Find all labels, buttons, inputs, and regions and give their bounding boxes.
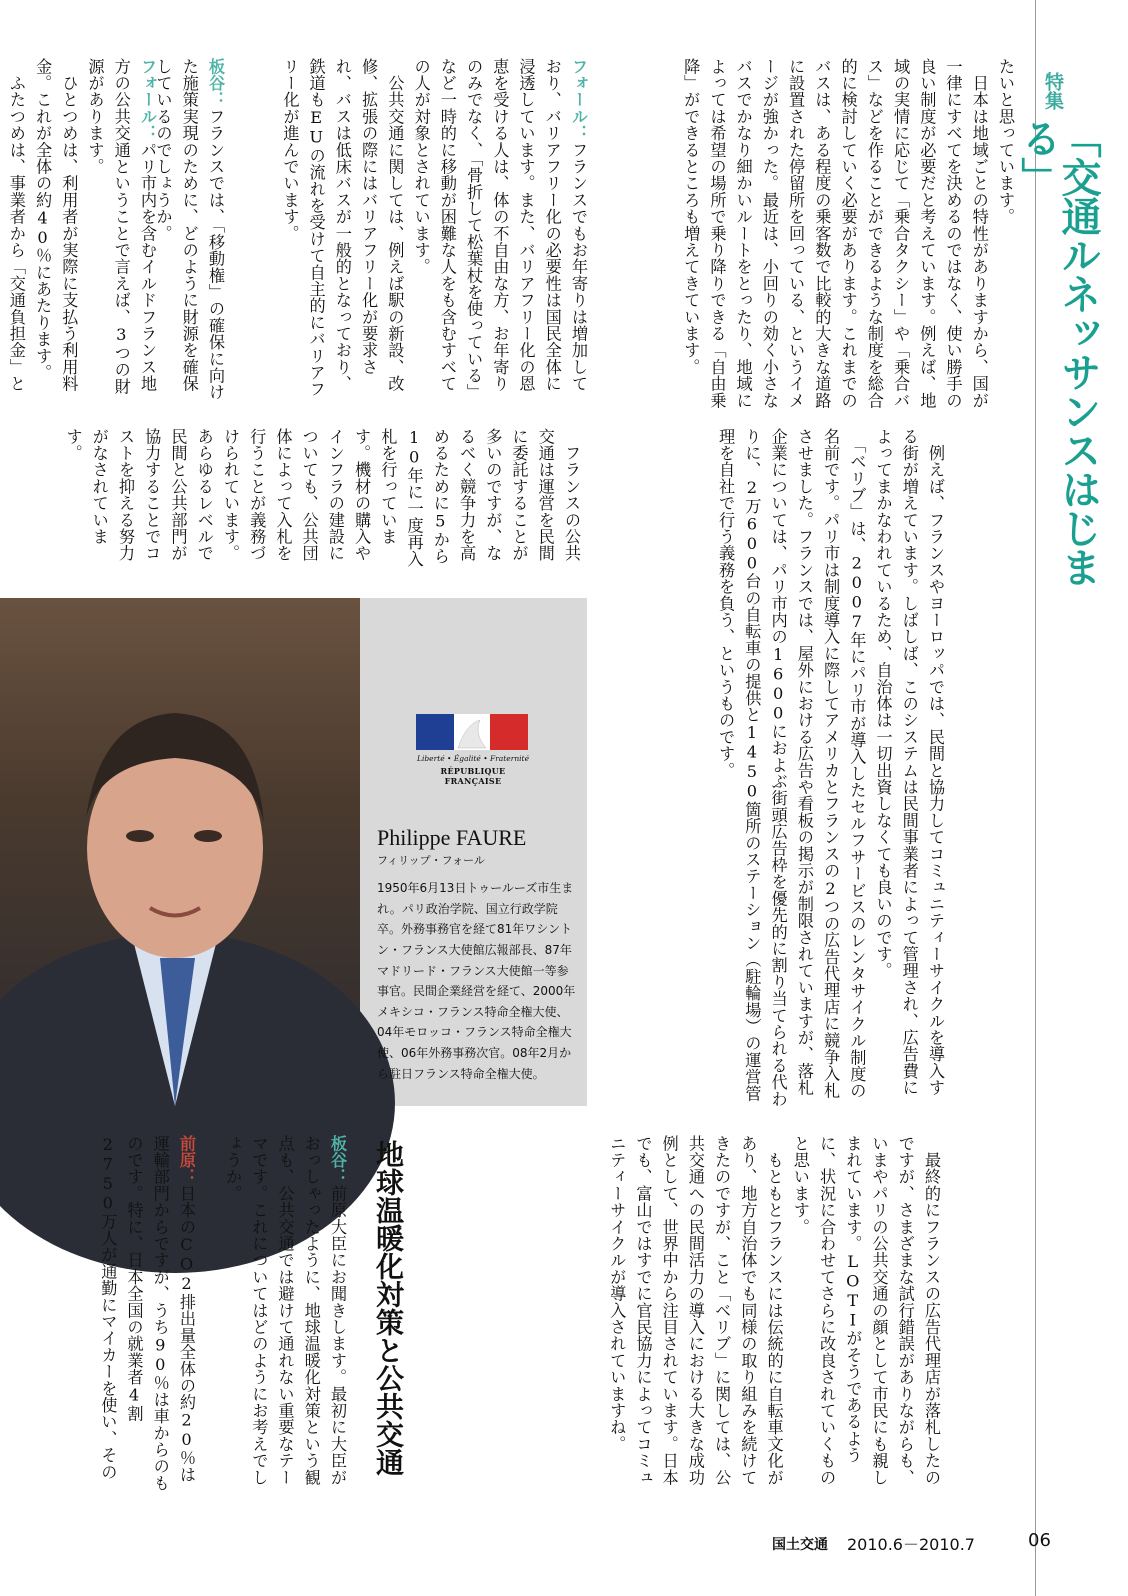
column-top-3: [153, 58, 228, 408]
page-edge-rule: [1035, 0, 1036, 1596]
speaker-itaya: 板谷：: [206, 58, 225, 109]
column-mid-1: フランスの公共交通は運営を民間に委託することが多いのですが、なるべく競争力を高めるために5から10年に一度再入札を行っています。機材の購入やインフラの建設についても、公共団体によって入札を行うことが義務づけられています。あらゆるレベルで民間と公共部門が協力することでコストを抑える努力がなされています。: [63, 428, 581, 568]
profile-bio: 1950年6月13日トゥールーズ市生まれ。パリ政治学院、国立行政学院卒。外務事務官を経て81年ワシントン・フランス大使館広報部長、87年マドリード・フランス大使館一等参事官。民間企業経営を経て、2000年メキシコ・フランス特命全権大使、04年モロッコ・フランス特命全権大使、06年外務事務次官。08年2月から駐日フランス特命全権大使。: [377, 881, 576, 1081]
portrait-photo: [0, 598, 360, 1106]
feature-title: 「交通ルネッサンスはじまる」: [1015, 118, 1101, 586]
republic-label: RÉPUBLIQUE FRANÇAISE: [440, 766, 506, 786]
feature-tab-label: 特集: [1042, 72, 1064, 110]
portrait-illustration: [0, 598, 360, 1106]
speaker-faure: フォール：: [138, 58, 157, 142]
speaker-maehara: 前原：: [177, 1135, 196, 1186]
column-bottom-4: [84, 1135, 199, 1495]
column-bottom-1: 最終的にフランスの広告代理店が落札したのですが、さまざまな試行錯誤がありながらも、いまやパリの公共交通の顔として市民にも親しまれています。LOTIがそうであるように、状況に合わせてさらに改良されていくものと思います。 もともとフランスには伝統的に自転車文化があり、地方自治体でも同様の取り組みを続けてきたのですが、こと「ベリブ」に関しては、公共交通への民間活力の導入における大きな成功例として、世界中から注目されています。日本でも、富山ではすでに官民協力によってコミュニティーサイクルが導入されていますね。: [607, 1135, 941, 1486]
profile-name-english: Philippe FAURE: [377, 825, 527, 850]
column-top-4-start: [6, 58, 160, 408]
page-number: 06: [1028, 1530, 1051, 1551]
footer-issue-date: 2010.6－2010.7: [847, 1535, 975, 1554]
column-top-4-text: パリ市内を含むイルドフランス地方の公共交通ということで言えば、3つの財源があります。 ひとつめは、利用者が実際に支払う利用料金。これが全体の約40％にあたります。 ふたつめは、事業者から「交通負担金」と: [6, 58, 157, 395]
footer-magazine-title: 国土交通: [772, 1537, 828, 1553]
speaker-itaya: 板谷：: [328, 1135, 347, 1186]
column-top-3-text: フランスでは、「移動権」の確保に向けた施策実現のために、どのように財源を確保しているのでしょうか。: [153, 58, 225, 401]
column-bottom-3-text: 前原大臣にお聞きします。最初に大臣がおっしゃったように、地球温暖化対策という観点も、公共交通では避けて通れない重要なテーマです。これについてはどのようにお考えでしょうか。: [223, 1135, 347, 1486]
speaker-faure: フォール：: [569, 58, 588, 142]
column-top-1: たいと思っています。 日本は地域ごとの特性がありますから、国が一律にすべてを決めるのではなく、使い勝手の良い制度が必要だと考えています。例えば、地域の実情に応じて「乗合タクシー」や「乗合バス」などを作ることができるような制度を総合的に検討していく必要があります。これまでのバスは、ある程度の乗客数で比較的大きな道路に設置された停留所を回っている、というイメージが強かった。最近は、小回りの効く小さなバスでかなり細かいルートをとったり、地域によっては希望の場所で乗り降りできる「自由乗降」ができるところも増えてきています。: [681, 58, 1015, 409]
column-bottom-3: [205, 1135, 350, 1495]
flag-motto: Liberté • Égalité • Fraternité: [416, 754, 530, 763]
column-top-2: [280, 58, 591, 408]
section-heading: 地球温暖化対策と公共交通: [372, 1140, 405, 1476]
column-top-2-text: フランスでもお年寄りは増加しており、バリアフリー化の必要性は国民全体に浸透しています。また、バリアフリー化の恩恵を受ける人は、体の不自由な方、お年寄りのみでなく、「骨折して松葉杖を使っている」など一時的に移動が困難な人をも含むすべての人が対象とされています。 公共交通に関しては、例えば駅の新設、改修、拡張の際にはバリアフリー化が要求され、バスは低床バスが一般的となっており、鉄道もEUの流れを受けて自主的にバリアフリー化が進んでいます。: [280, 58, 588, 401]
profile-name-japanese: フィリップ・フォール: [377, 854, 485, 867]
column-mid-2: 例えば、フランスやヨーロッパでは、民間と協力してコミュニティーサイクルを導入する街が増えています。しばしば、このシステムは民間事業者によって管理され、広告費によってまかなわれているため、自治体は一切出資しなくても良いのです。 「ベリブ」は、2007年にパリ市が導入したセルフサービスのレンタサイクル制度の名前です。パリ市は制度導入に際してアメリカとフランスの2つの広告代理店に競争入札させました。フランスでは、屋外における広告や看板の掲示が制限されていますが、落札企業については、パリ市内の1600におよぶ街頭広告枠を優先的に割り当てられる代わりに、2万600台の自転車の提供と1450箇所のステーション（駐輪場）の運営管理を自社で行う義務を負う、というものです。: [716, 428, 945, 1108]
column-bottom-4-text: 日本のCO2排出量全体の約20％は運輸部門からですが、うち90％は車からのものです。特に、日本全国の就業者4割2750万人が通勤にマイカーを使い、その: [98, 1135, 196, 1492]
french-republic-logo: [416, 714, 528, 750]
